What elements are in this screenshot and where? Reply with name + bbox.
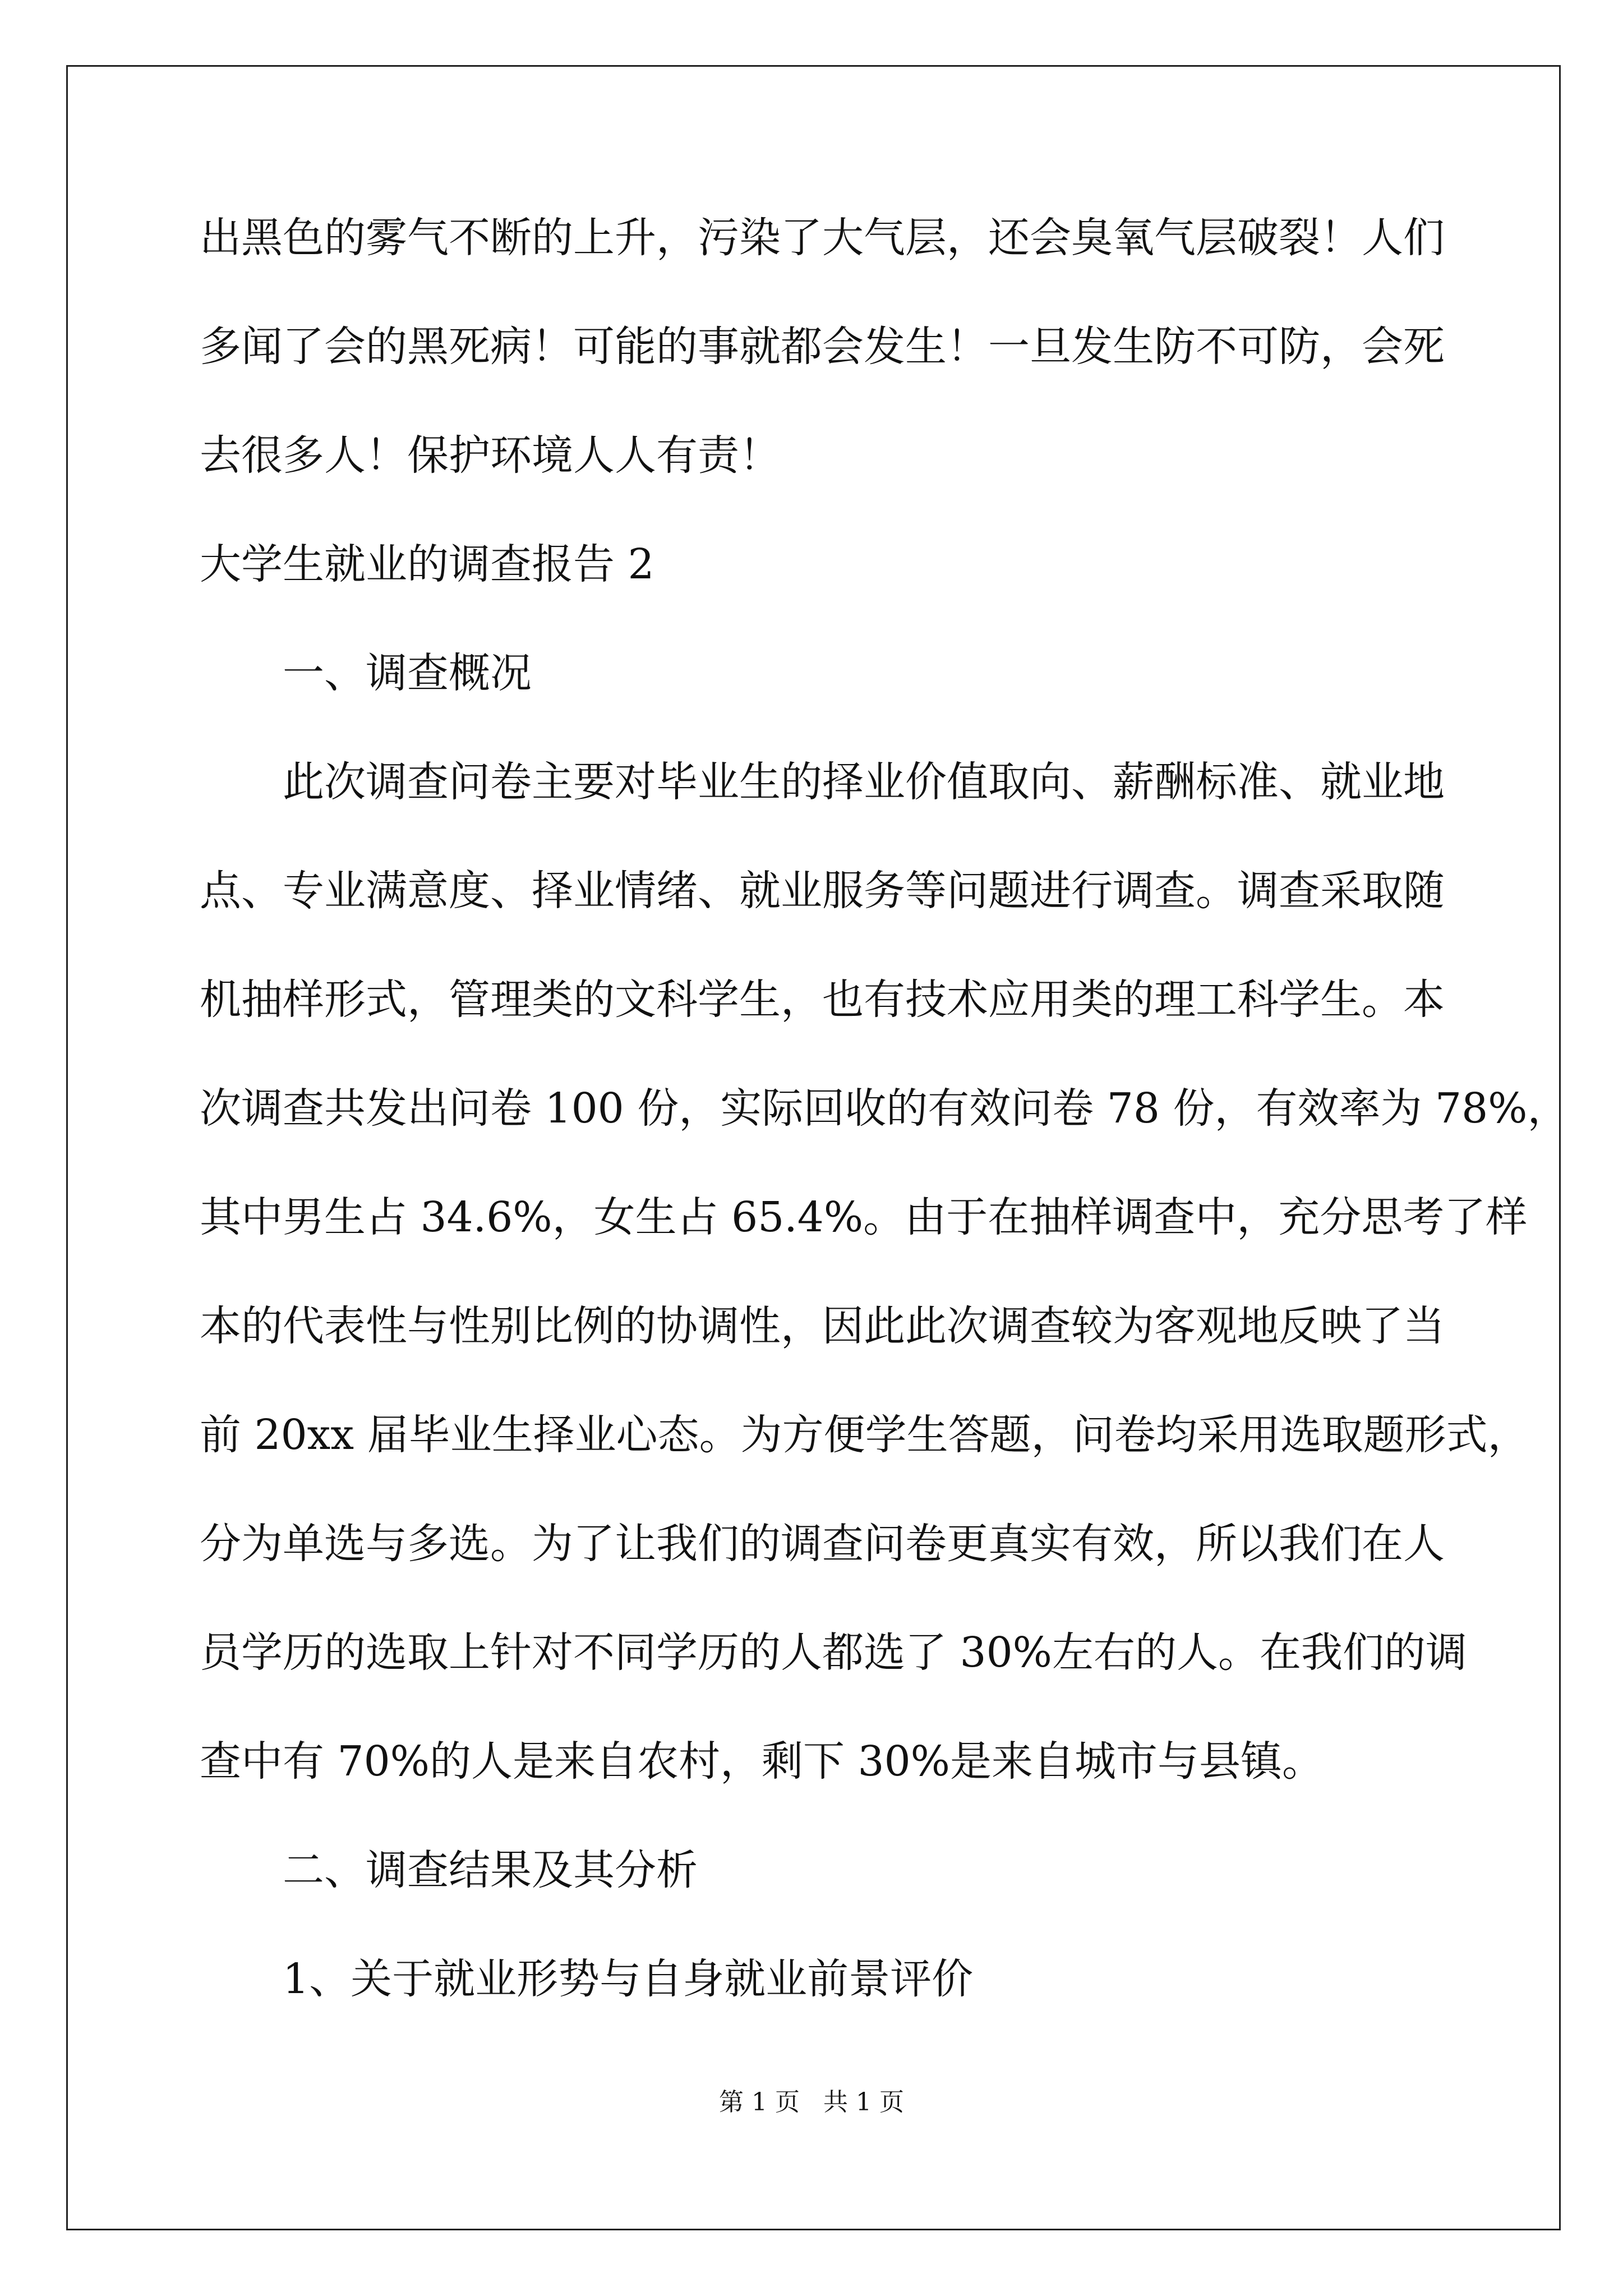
body-text-line: 员学历的选取上针对不同学历的人都选了 30%左右的人。在我们的调: [200, 1628, 1467, 1677]
subsection-heading: 1、关于就业形势与自身就业前景评价: [283, 1955, 974, 2003]
page-footer: 第 1 页 共 1 页: [719, 2088, 904, 2116]
body-text-line: 次调查共发出问卷 100 份，实际回收的有效问卷 78 份，有效率为 78%，: [200, 1084, 1569, 1133]
body-text-line: 去很多人！保护环境人人有责！: [200, 431, 781, 480]
body-text-line: 点、专业满意度、择业情绪、就业服务等问题进行调查。调查采取随: [200, 867, 1445, 915]
body-text-line: 机抽样形式，管理类的文科学生，也有技术应用类的理工科学生。本: [200, 976, 1445, 1024]
body-text-line: 查中有 70%的人是来自农村，剩下 30%是来自城市与县镇。: [200, 1737, 1324, 1786]
body-text-line: 此次调查问卷主要对毕业生的择业价值取向、薪酬标准、就业地: [283, 758, 1445, 806]
body-text-line: 多闻了会的黑死病！可能的事就都会发生！一旦发生防不可防，会死: [200, 323, 1445, 371]
section-heading: 二、调查结果及其分析: [283, 1846, 698, 1894]
body-text-line: 本的代表性与性别比例的协调性，因此此次调查较为客观地反映了当: [200, 1302, 1445, 1350]
body-text-line: 其中男生占 34.6%，女生占 65.4%。由于在抽样调查中，充分思考了样: [200, 1193, 1528, 1241]
body-text-line: 分为单选与多选。为了让我们的调查问卷更真实有效，所以我们在人: [200, 1520, 1445, 1568]
page-border: [66, 65, 1569, 2230]
section-heading: 一、调查概况: [283, 649, 532, 697]
body-text-line: 出黑色的雾气不断的上升，污染了大气层，还会臭氧气层破裂！人们: [200, 214, 1445, 262]
body-text-line: 前 20xx 届毕业生择业心态。为方便学生答题，问卷均采用选取题形式，: [200, 1411, 1529, 1459]
section-title: 大学生就业的调查报告 2: [200, 540, 654, 588]
